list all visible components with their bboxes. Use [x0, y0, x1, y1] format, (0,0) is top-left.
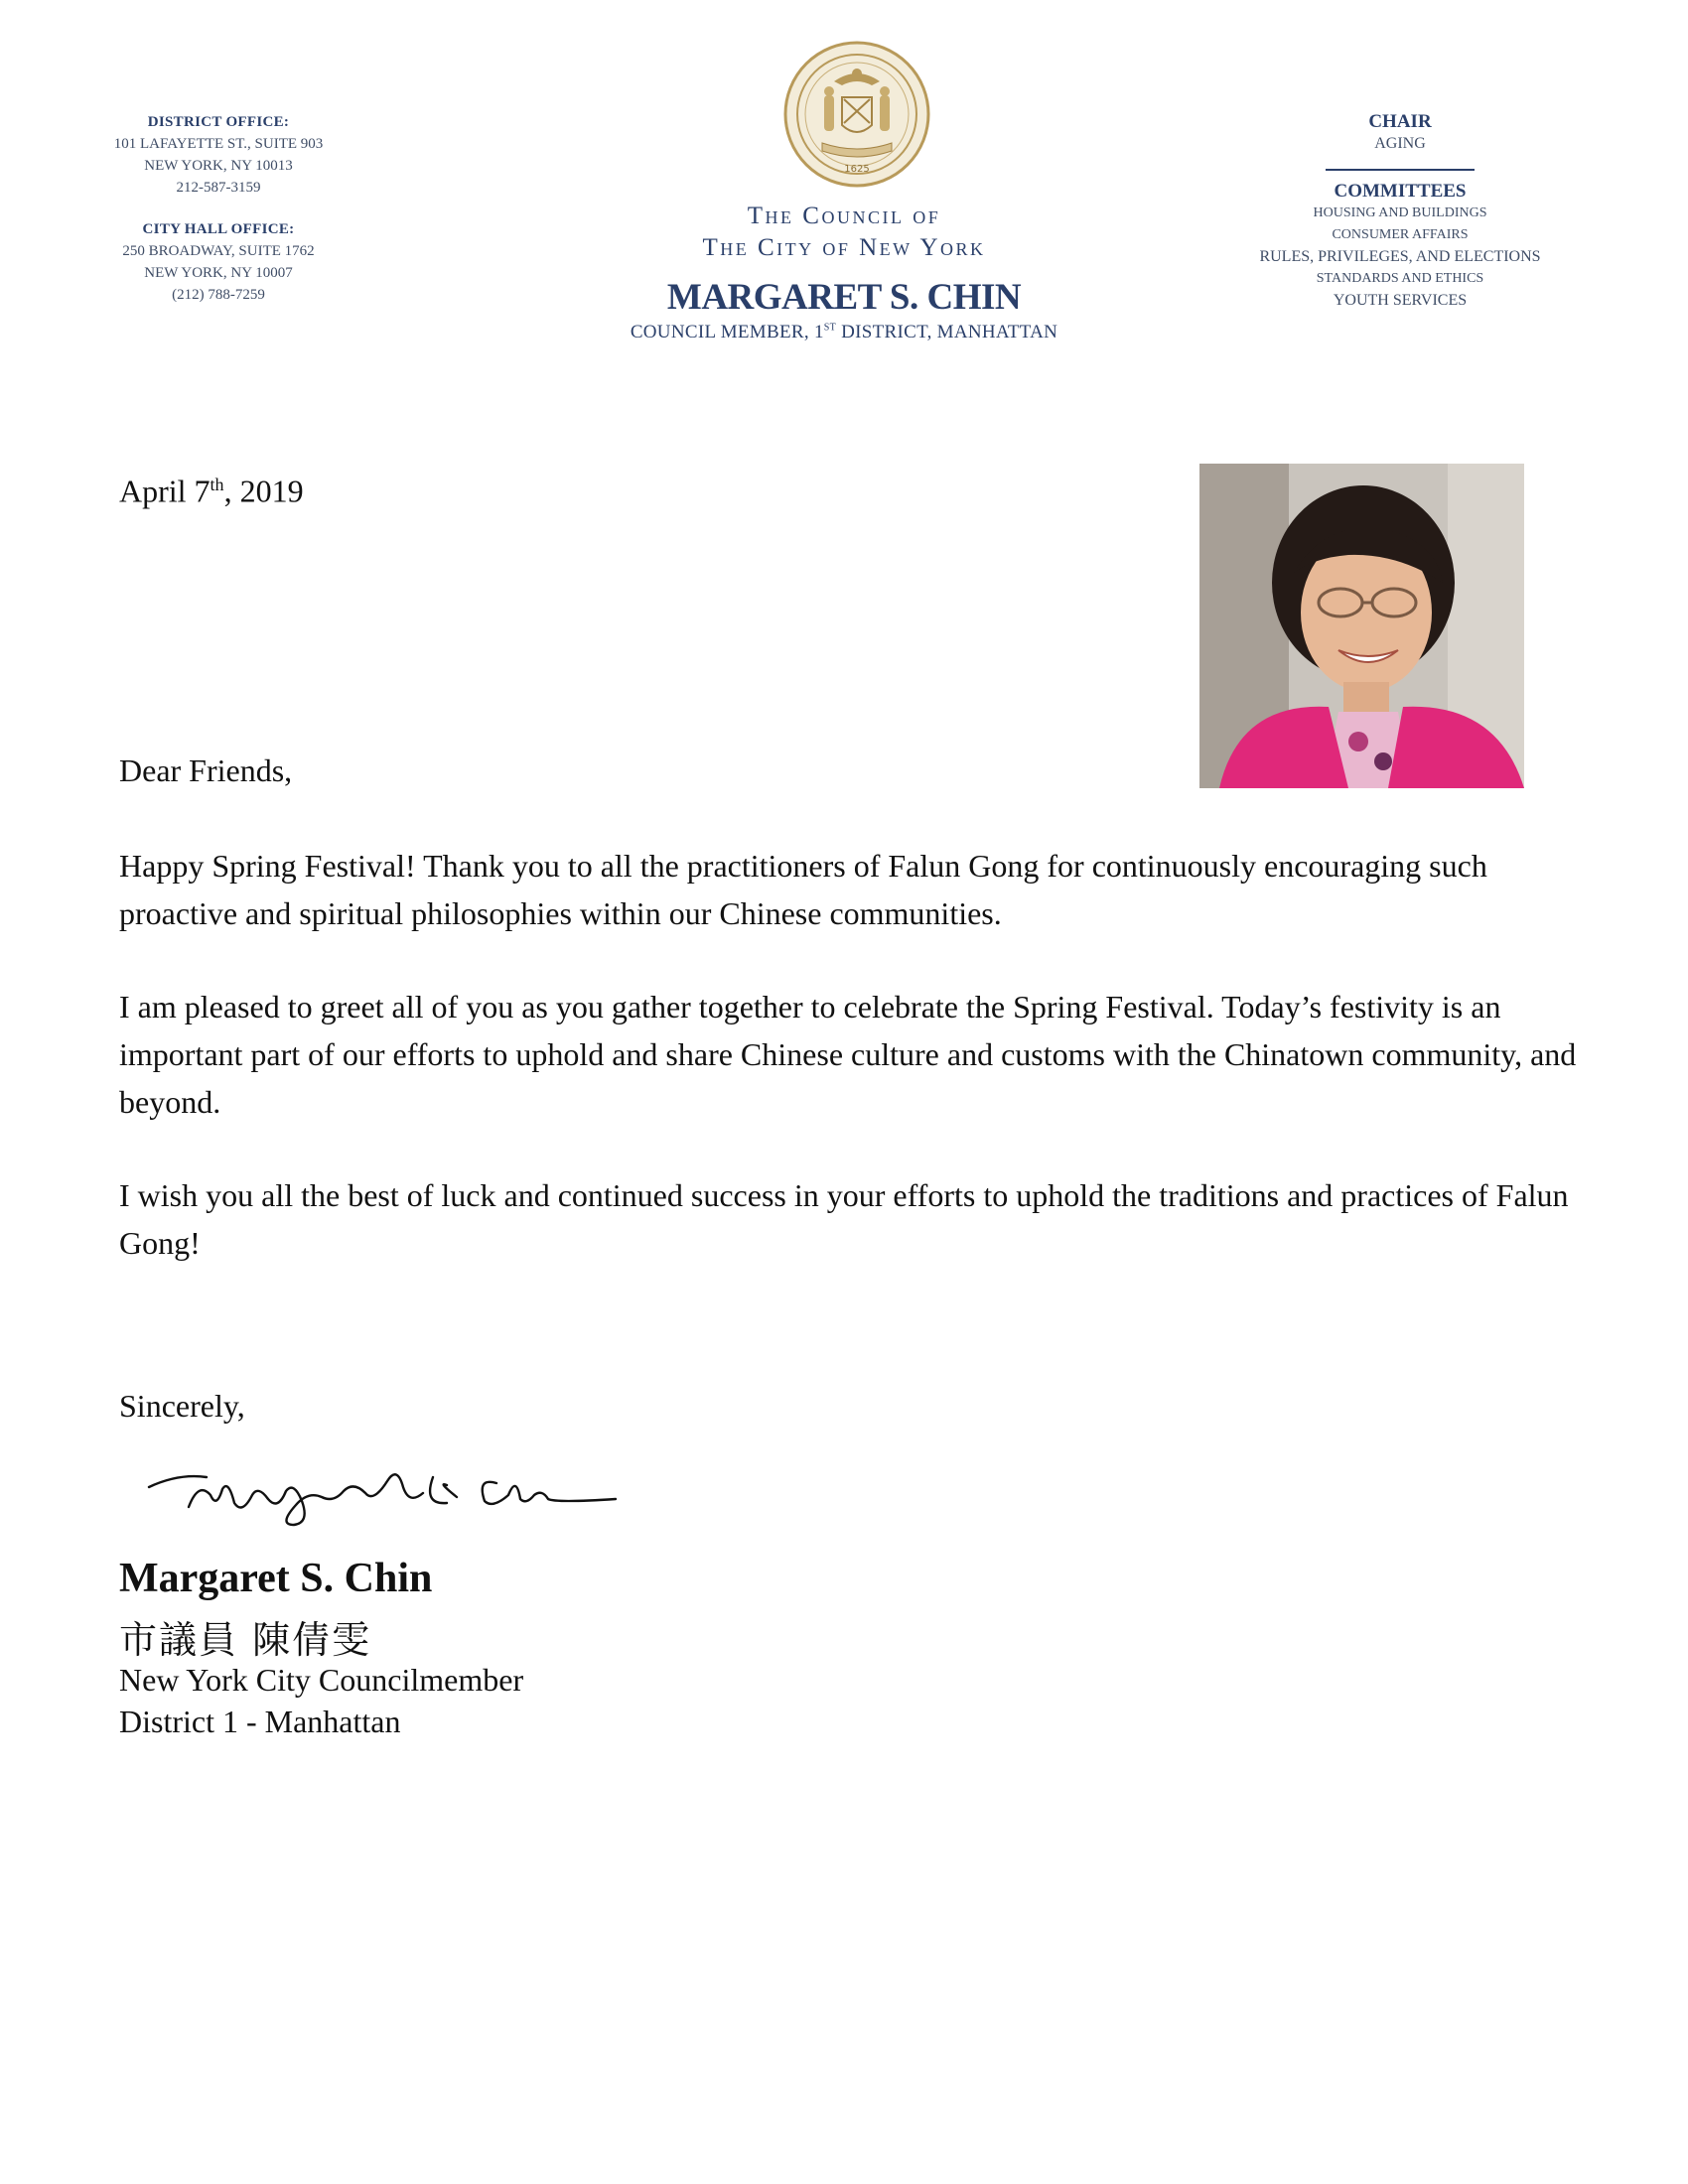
council-line-1: The Council of	[747, 203, 941, 229]
committee-item: YOUTH SERVICES	[1333, 292, 1468, 309]
committee-item: HOUSING AND BUILDINGS	[1313, 205, 1487, 220]
council-line-2: The City of New York	[702, 234, 986, 261]
letterhead-member-name: MARGARET S. CHIN	[666, 277, 1022, 318]
signatory-name: Margaret S. Chin	[119, 1556, 433, 1601]
svg-text:1625: 1625	[844, 164, 870, 175]
city-hall-office-line: NEW YORK, NY 10007	[144, 265, 293, 281]
signatory-district: District 1 - Manhattan	[119, 1704, 401, 1739]
city-seal-icon	[782, 40, 931, 189]
letter-date: April 7th, 2019	[119, 473, 304, 509]
city-hall-office-line: 250 BROADWAY, SUITE 1762	[122, 243, 315, 259]
district-office-heading: DISTRICT OFFICE:	[147, 114, 290, 130]
signatory-title: New York City Councilmember	[119, 1662, 524, 1698]
committee-item: RULES, PRIVILEGES, AND ELECTIONS	[1259, 248, 1541, 265]
paragraph: I am pleased to greet all of you as you gather together to celebrate the Spring Festival. Today’s festivity is an important part of our efforts to uphold and share Chinese culture and customs with the Chinatown community, and beyond.	[119, 989, 1577, 1120]
closing: Sincerely,	[119, 1388, 245, 1424]
portrait-photo	[1199, 464, 1524, 788]
district-office-line: 101 LAFAYETTE ST., SUITE 903	[113, 136, 324, 152]
city-hall-office-phone: (212) 788-7259	[172, 287, 265, 303]
paragraph: I wish you all the best of luck and continued success in your efforts to uphold the traditions and practices of Falun Gong!	[119, 1177, 1569, 1261]
committee-item: CONSUMER AFFAIRS	[1332, 227, 1469, 242]
letterhead-member-title: COUNCIL MEMBER, 1ST DISTRICT, MANHATTAN	[630, 322, 1058, 342]
office-addresses	[70, 111, 367, 306]
salutation: Dear Friends,	[119, 752, 293, 788]
committees-heading: COMMITTEES	[1334, 181, 1467, 202]
committee-item: STANDARDS AND ETHICS	[1316, 271, 1484, 286]
chair-heading: CHAIR	[1368, 111, 1432, 132]
signatory-chinese-name: 市議員 陳倩雯	[119, 1618, 372, 1662]
district-office-line: NEW YORK, NY 10013	[144, 158, 293, 174]
divider	[1326, 169, 1475, 171]
handwritten-signature	[119, 1426, 635, 1537]
committee-list	[1231, 111, 1569, 312]
city-hall-office-heading: CITY HALL OFFICE:	[142, 221, 295, 237]
paragraph: Happy Spring Festival! Thank you to all the practitioners of Falun Gong for continuously encouraging such proactive and spiritual philosophies within our Chinese communities.	[119, 848, 1487, 931]
district-office-phone: 212-587-3159	[176, 180, 261, 196]
chair-value: AGING	[1374, 135, 1426, 152]
